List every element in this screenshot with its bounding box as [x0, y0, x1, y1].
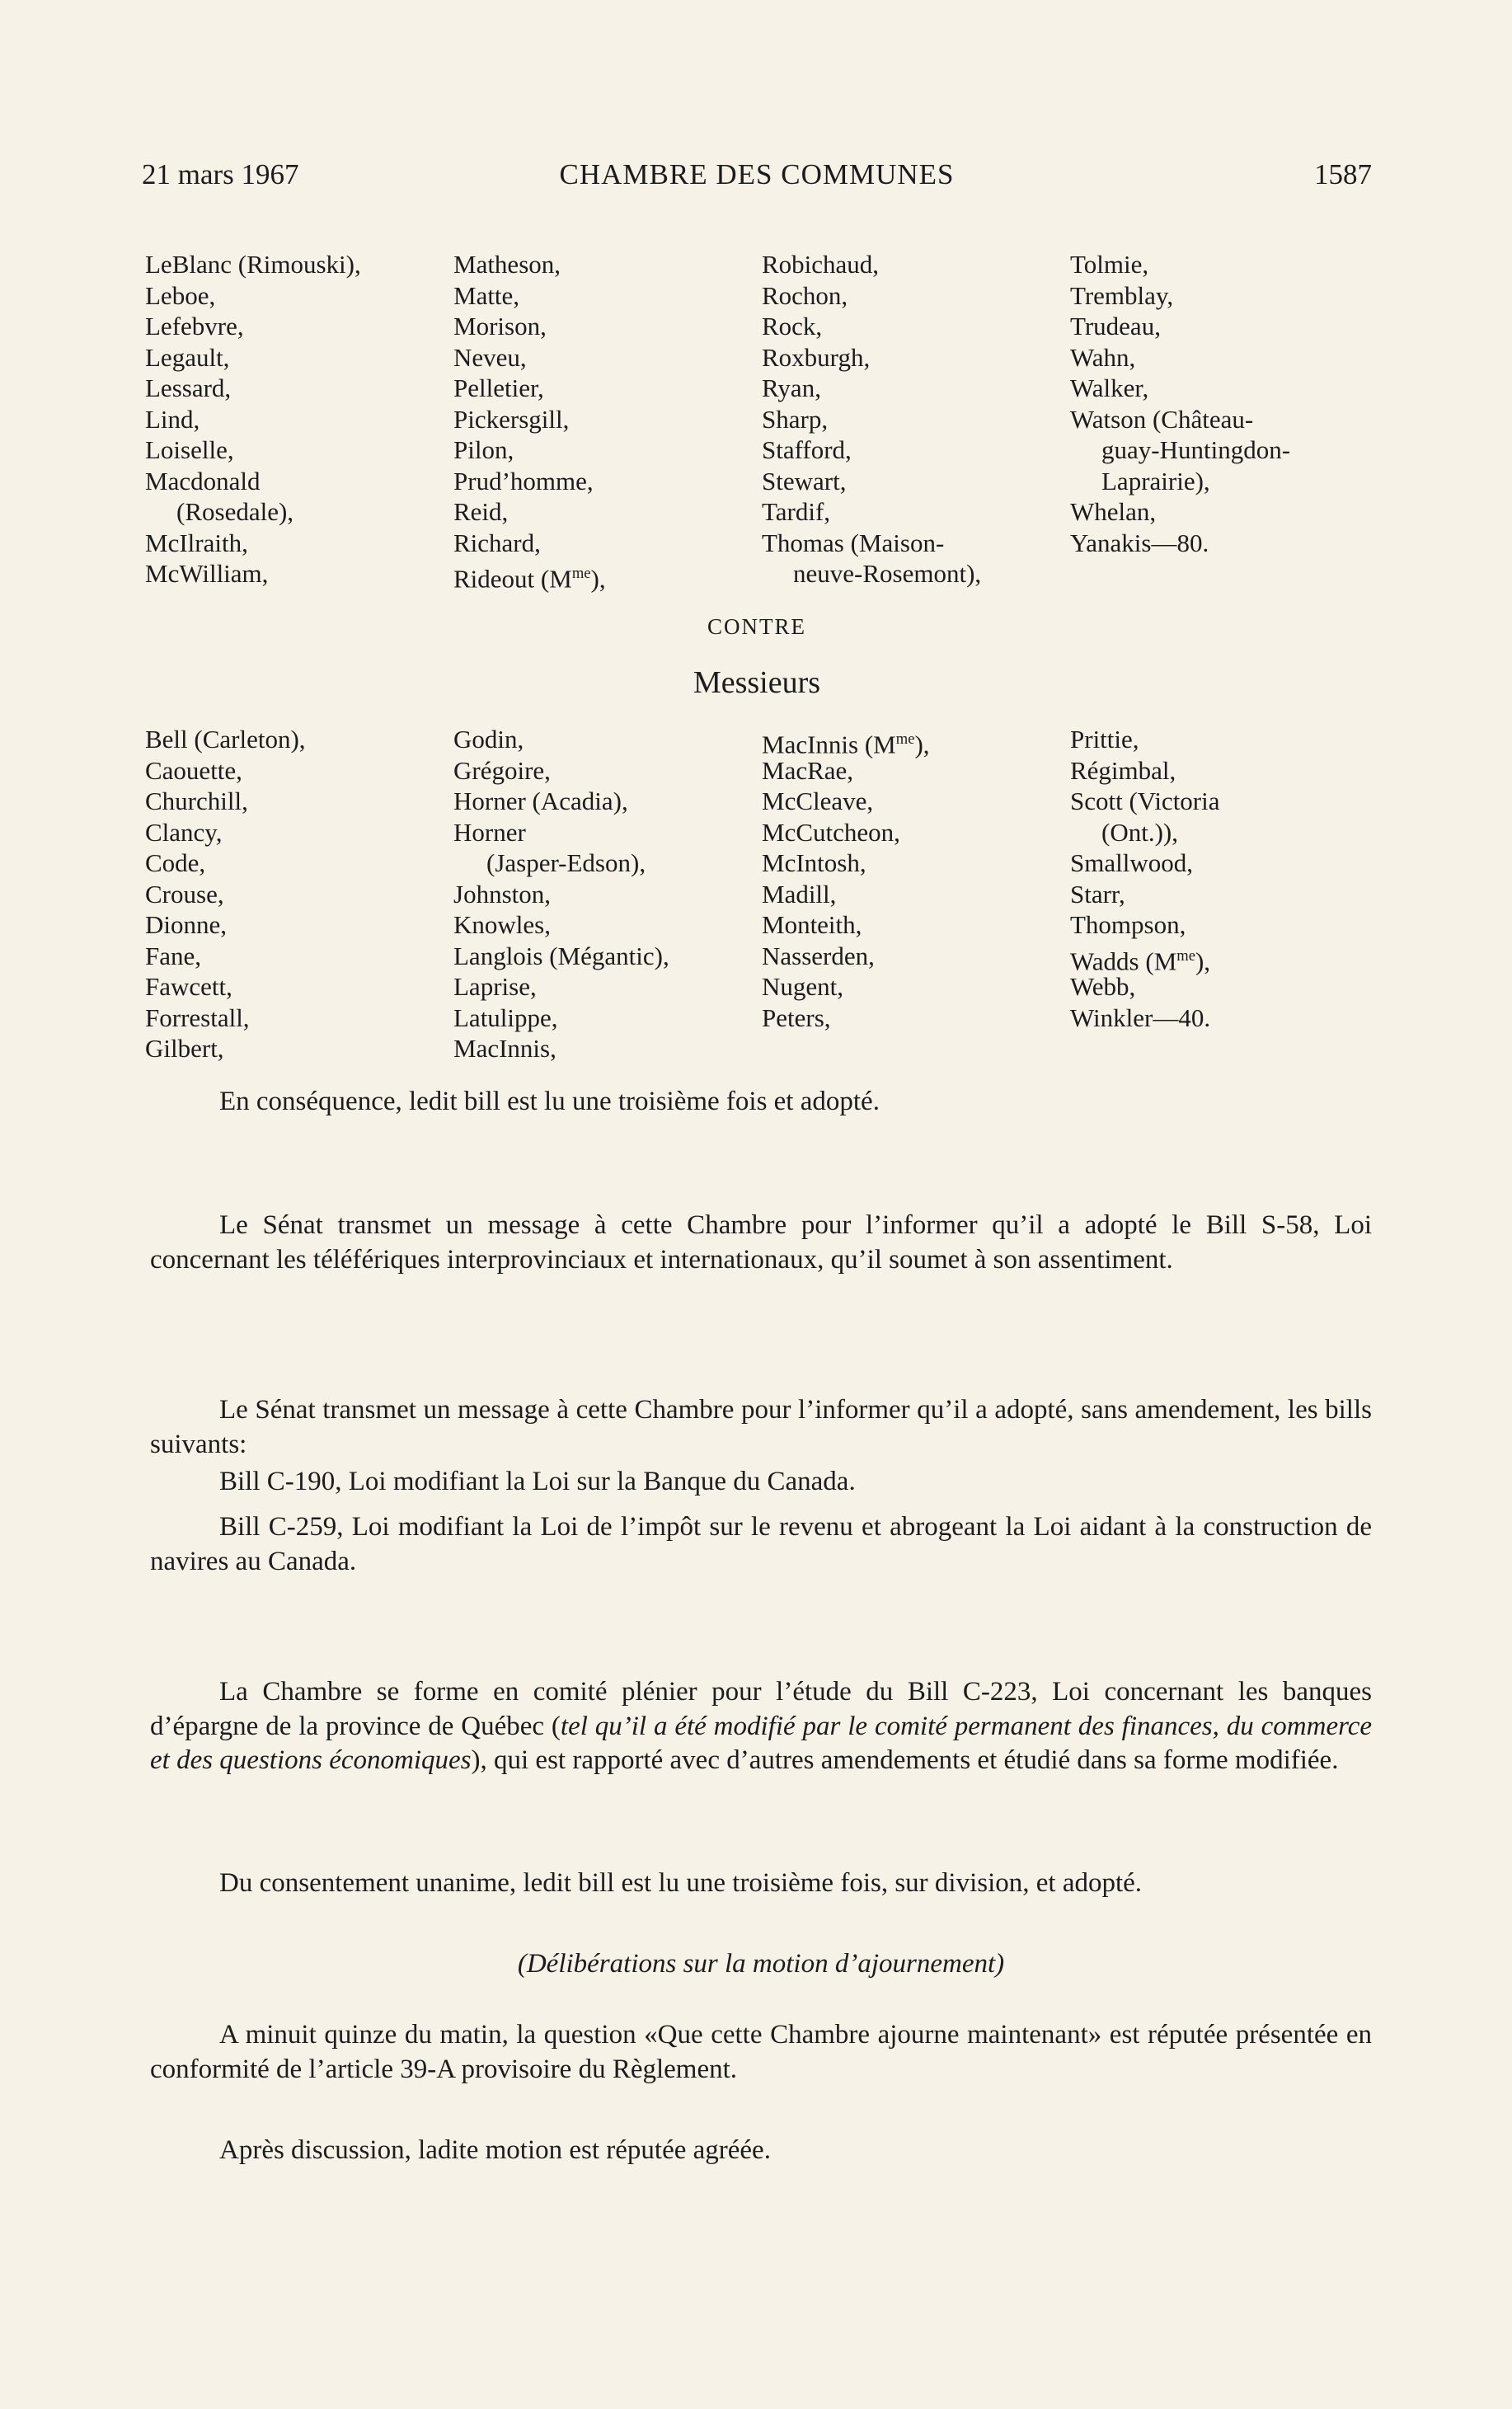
list-item: Latulippe, [453, 1003, 558, 1032]
list-item: Gilbert, [145, 1034, 224, 1063]
list-item: Régimbal, [1070, 755, 1176, 785]
paragraph-minuit [150, 2018, 1372, 2087]
list-item: Leboe, [145, 280, 216, 310]
list-item: Peters, [762, 1003, 831, 1032]
list-item: Scott (Victoria [1070, 787, 1220, 815]
list-item: Forrestall, [145, 1003, 250, 1032]
list-item: Rideout $(M^{me})$, [453, 564, 606, 594]
list-item: guay-Huntingdon- [1101, 435, 1291, 464]
contre-column-3 [762, 724, 930, 1033]
header-date: 21 mars 1967 [142, 158, 299, 190]
list-item: LeBlanc (Rimouski), [145, 250, 361, 279]
list-item: Horner [453, 817, 526, 847]
list-item: Lessard, [145, 373, 232, 402]
paragraph-apres-discussion [150, 2134, 1372, 2168]
list-item: Code, [145, 848, 206, 877]
list-item: Prittie, [1070, 725, 1139, 754]
list-item: Starr, [1070, 879, 1125, 909]
list-item: Johnston, [453, 879, 551, 909]
list-item: Yanakis—80. [1070, 528, 1209, 557]
paragraph-text: A minuit quinze du matin, la question «Que cette Chambre ajourne maintenant» est réputée présentée en conformité de l’article 39-A provisoire du Règlement. [150, 2020, 1372, 2084]
contre-column-2 [453, 724, 669, 1064]
list-item: Stafford, [762, 435, 852, 464]
list-item: McIntosh, [762, 848, 866, 877]
list-item: Bell (Carleton), [145, 725, 306, 754]
list-item: Smallwood, [1070, 848, 1193, 877]
list-item: Robichaud, [762, 250, 880, 279]
list-item: Lind, [145, 404, 200, 434]
paragraph-text-italic: tel qu’il a été modifié par le comité permanent des finances, du commerce et des questions économiques [150, 1711, 1372, 1775]
paragraph-text: Le Sénat transmet un message à cette Chambre pour l’informer qu’il a adopté le Bill S-58, Loi concernant les téléfériques interprovinciaux et internationaux, qu’il soumet à son assentiment. [150, 1210, 1372, 1275]
list-item: Pelletier, [453, 373, 544, 402]
page-header [142, 158, 1372, 200]
list-item: Macdonald [145, 466, 261, 495]
contre-heading: CONTRE [707, 614, 806, 639]
list-item: Lefebvre, [145, 312, 244, 340]
list-item: Nasserden, [762, 941, 875, 970]
paragraph-text: En conséquence, ledit bill est lu une troisième fois et adopté. [219, 1087, 880, 1116]
list-item: Tremblay, [1070, 280, 1174, 310]
paragraph-text: Du consentement unanime, ledit bill est lu une troisième fois, sur division, et adopté. [219, 1868, 1143, 1898]
contre-column-1 [145, 724, 306, 1064]
list-item: Laprairie), [1101, 466, 1210, 495]
list-item: Wadds $(M^{me})$, [1070, 946, 1211, 975]
list-item: Churchill, [145, 787, 248, 815]
paragraph-text [150, 1675, 1372, 1778]
list-item: Fawcett, [145, 972, 232, 1001]
pour-column-1 [145, 249, 361, 589]
paragraph-consentement [150, 1867, 1372, 1901]
list-item: Loiselle, [145, 435, 234, 464]
list-item: MacRae, [762, 755, 854, 785]
list-item: Reid, [453, 497, 509, 526]
paragraph-text-part: ), qui est rapporté avec d’autres amendements et étudié dans sa forme modifiée. [471, 1745, 1339, 1775]
list-item: Webb, [1070, 972, 1136, 1001]
list-item: Crouse, [145, 879, 224, 909]
list-item: Clancy, [145, 817, 223, 847]
list-item: Tolmie, [1070, 250, 1149, 279]
list-item: Grégoire, [453, 755, 551, 785]
pour-column-3 [762, 249, 981, 589]
paragraph-comite-pleniere [150, 1675, 1372, 1778]
list-item: Thompson, [1070, 910, 1186, 939]
list-item: McCleave, [762, 787, 874, 815]
list-item: Thomas (Maison- [762, 528, 945, 557]
list-item: Fane, [145, 941, 202, 970]
list-item: Legault, [145, 342, 230, 372]
paragraph-text: Bill C-259, Loi modifiant la Loi de l’impôt sur le revenu et abrogeant la Loi aidant à la construction de navires au Canada. [150, 1512, 1372, 1576]
list-item: Neveu, [453, 342, 527, 372]
paragraph-text: Après discussion, ladite motion est réputée agréée. [219, 2135, 771, 2165]
paragraph-bill-c259 [150, 1510, 1372, 1579]
list-item: Laprise, [453, 972, 537, 1001]
list-item: Knowles, [453, 910, 551, 939]
list-item: Richard, [453, 528, 541, 557]
list-item: Monteith, [762, 910, 862, 939]
list-item: Whelan, [1070, 497, 1157, 526]
list-item: Tardif, [762, 497, 831, 526]
paragraph-bill-c190 [150, 1465, 1372, 1500]
list-item: Trudeau, [1070, 312, 1161, 340]
pour-column-4 [1070, 249, 1290, 558]
paragraph-en-consequence [150, 1085, 1372, 1120]
paragraph-senat-message-2 [150, 1393, 1372, 1462]
list-item: Matheson, [453, 250, 561, 279]
list-item: MacInnis, [453, 1034, 556, 1063]
list-item: Walker, [1070, 373, 1149, 402]
list-item: McWilliam, [145, 559, 269, 588]
list-item: Roxburgh, [762, 342, 871, 372]
paragraph-text: Bill C-190, Loi modifiant la Loi sur la Banque du Canada. [219, 1467, 856, 1496]
paragraph-text-part: La Chambre se forme en comité plénier pour l’étude du Bill C-223, Loi concernant les banques d’épargne de la province de Québec ( [150, 1677, 1372, 1741]
list-item: Pickersgill, [453, 404, 570, 434]
list-item: Watson (Château- [1070, 404, 1254, 434]
paragraph-deliberations-heading: (Délibérations sur la motion d’ajournement) [517, 1949, 1005, 1979]
list-item: Rock, [762, 312, 823, 340]
list-item: Winkler—40. [1070, 1003, 1211, 1032]
list-item: Matte, [453, 280, 520, 310]
list-item: (Ont.)), [1101, 817, 1178, 847]
list-item: McIlraith, [145, 528, 248, 557]
paragraph-text: Le Sénat transmet un message à cette Chambre pour l’informer qu’il a adopté, sans amendement, les bills suivants: [150, 1395, 1372, 1459]
list-item: Godin, [453, 725, 524, 754]
list-item: Langlois (Mégantic), [453, 941, 669, 970]
paragraph-senat-message-1 [150, 1209, 1372, 1277]
list-item: neuve-Rosemont), [793, 559, 982, 588]
list-item: MacInnis $(M^{me})$, [762, 730, 930, 759]
list-item: Morison, [453, 312, 547, 340]
list-item: Rochon, [762, 280, 848, 310]
list-item: Sharp, [762, 404, 829, 434]
pour-column-2 [453, 249, 606, 594]
list-item: Nugent, [762, 972, 844, 1001]
list-item: Caouette, [145, 755, 242, 785]
list-item: Dionne, [145, 910, 228, 939]
list-item: Wahn, [1070, 342, 1136, 372]
contre-column-4 [1070, 724, 1220, 1033]
list-item: (Jasper-Edson), [486, 848, 646, 877]
list-item: Prud’homme, [453, 466, 594, 495]
page-number: 1587 [1314, 158, 1372, 190]
list-item: Pilon, [453, 435, 514, 464]
list-item: (Rosedale), [176, 497, 294, 526]
list-item: Stewart, [762, 466, 847, 495]
header-title: CHAMBRE DES COMMUNES [559, 158, 955, 190]
messieurs-heading: Messieurs [693, 665, 821, 700]
list-item: Ryan, [762, 373, 821, 402]
list-item: Horner (Acadia), [453, 787, 628, 815]
list-item: McCutcheon, [762, 817, 900, 847]
list-item: Madill, [762, 879, 837, 909]
